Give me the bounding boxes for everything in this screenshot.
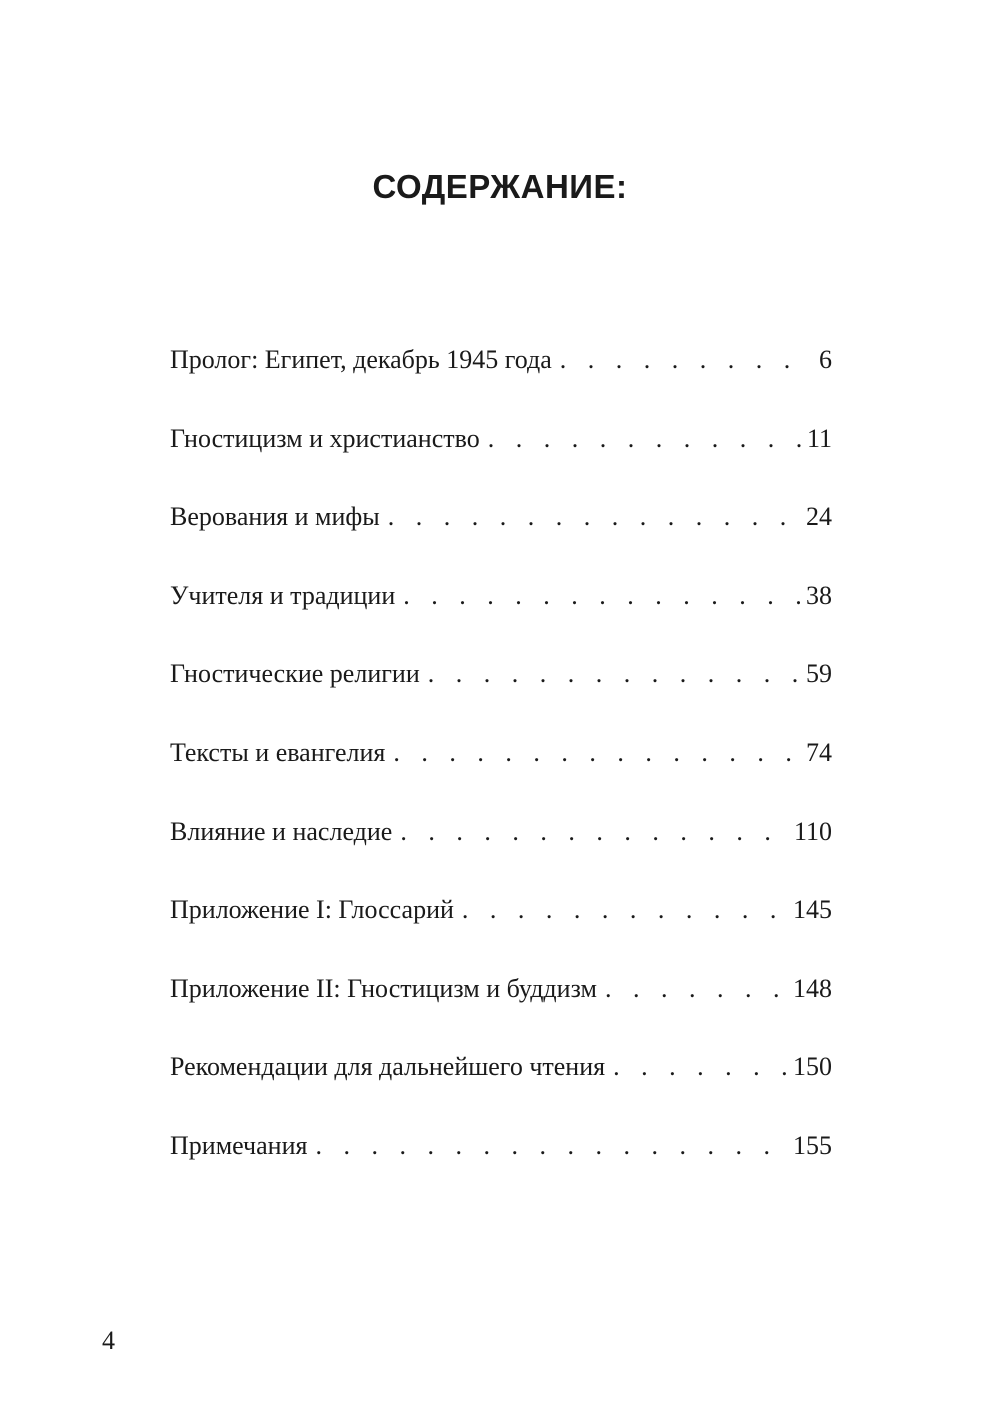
dot-leader [400, 812, 788, 852]
toc-entry-beliefs-myths [170, 497, 832, 576]
toc-entry-page: 155 [793, 1130, 832, 1160]
toc-entry-label: Влияние и наследие [170, 816, 393, 846]
dot-leader [613, 1047, 787, 1087]
dot-leader [403, 576, 800, 616]
toc-entry-gnosticism-christianity [170, 419, 832, 498]
toc-entry-page: 150 [793, 1052, 832, 1082]
toc-entry-label: Примечания [170, 1130, 308, 1160]
toc-entry-page: 59 [806, 659, 832, 689]
page-number: 4 [102, 1326, 115, 1355]
dot-leader [462, 890, 787, 930]
toc-entry-label: Верования и мифы [170, 502, 380, 532]
dot-leader [560, 340, 813, 380]
toc-entry-texts-gospels [170, 733, 832, 812]
table-of-contents [170, 340, 832, 1205]
toc-entry-appendix-glossary [170, 890, 832, 969]
toc-entry-label: Учителя и традиции [170, 580, 396, 610]
toc-entry-gnostic-religions [170, 654, 832, 733]
toc-entry-prologue [170, 340, 832, 419]
dot-leader [393, 733, 800, 773]
dot-leader [428, 654, 800, 694]
toc-entry-label: Гностические религии [170, 659, 420, 689]
toc-entry-page: 24 [806, 502, 832, 532]
toc-entry-appendix-buddhism [170, 969, 832, 1048]
toc-entry-further-reading [170, 1047, 832, 1126]
dot-leader [488, 419, 801, 459]
toc-entry-teachers-traditions [170, 576, 832, 655]
toc-entry-page: 74 [806, 737, 832, 767]
toc-entry-label: Приложение II: Гностицизм и буддизм [170, 973, 597, 1003]
page-title: СОДЕРЖАНИЕ: [372, 168, 628, 205]
dot-leader [388, 497, 800, 537]
toc-entry-page: 11 [806, 423, 832, 453]
dot-leader [605, 969, 787, 1009]
toc-entry-label: Пролог: Египет, декабрь 1945 года [170, 345, 552, 374]
toc-entry-influence-legacy [170, 812, 832, 891]
toc-entry-notes [170, 1126, 832, 1205]
toc-entry-label: Рекомендации для дальнейшего чтения [170, 1052, 606, 1082]
toc-entry-label: Гностицизм и христианство [170, 423, 480, 453]
toc-entry-page: 38 [806, 580, 832, 610]
toc-entry-page: 6 [819, 345, 832, 374]
toc-entry-page: 145 [793, 895, 832, 925]
toc-entry-label: Тексты и евангелия [170, 737, 386, 767]
dot-leader [315, 1126, 787, 1166]
toc-entry-page: 148 [793, 973, 832, 1003]
toc-entry-label: Приложение I: Глоссарий [170, 895, 454, 925]
toc-entry-page: 110 [793, 816, 832, 846]
